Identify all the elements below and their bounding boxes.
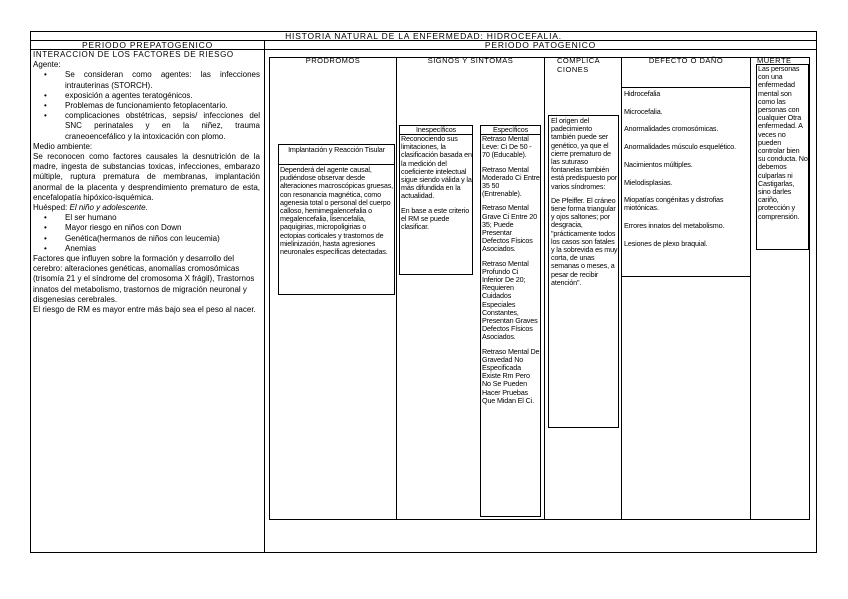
complicaciones-content	[551, 117, 618, 293]
inner-vline-1	[396, 57, 397, 520]
medio-text: Se reconocen como factores causales la desnutrición de la madre, ingesta de substancias toxicas, infecciones, embarazo múltiple, ruptura prematura de membranas, implantación anormal de la placenta y desprendimiento prematuro de esta, encefalopatía hipóxico-isquémica.	[33, 152, 260, 202]
defecto-item: Nacimientos múltiples.	[624, 159, 693, 169]
border-bottom	[30, 552, 817, 553]
especificos-item: Retraso Mental De Gravedad No Especificada Existe Rm Pero No Se Pueden Hacer Pruebas Que Midan El Ci.	[482, 346, 540, 405]
signos-header: SIGNOS Y SINTOMAS	[427, 56, 514, 65]
prodromos-box-title: Implantación y Reacción Tisular	[288, 145, 385, 154]
defecto-header: DEFECTO O DAÑO	[648, 56, 724, 65]
defecto-list	[624, 90, 749, 258]
defecto-item: Microcefalia.	[624, 106, 663, 116]
defecto-item: Miopatías congénitas y distrofias miotónicas.	[624, 195, 724, 213]
agente-item: • exposición a agentes teratogénicos.	[65, 91, 260, 101]
inespecificos-content	[401, 135, 472, 237]
muerte-header: MUERTE	[757, 56, 792, 65]
agente-label: Agente:	[33, 60, 61, 70]
complicaciones-text-1: El origen del padecimiento también puede ser genético, ya que el cierre prematuro de las suturaso fontanelas también está predispuesto por varios síndromes:	[551, 116, 617, 191]
defecto-item: Anormalidades cromosómicas.	[624, 124, 719, 134]
huesped-label: Huésped:	[33, 203, 68, 213]
huesped-list	[33, 213, 260, 254]
huesped-item: • Anemias	[65, 244, 260, 254]
inner-grid-left	[269, 57, 270, 520]
especificos-item: Retraso Mental Grave Ci Entre 20 35; Puede Presentar Defectos Físicos Asociados.	[482, 203, 537, 254]
huesped-item: • Genética(hermanos de niños con leucemia)	[65, 234, 260, 244]
riesgo-text: El riesgo de RM es mayor entre más bajo sea el peso al nacer.	[33, 305, 256, 315]
period-divider	[264, 40, 265, 553]
inespecificos-header: Inespecíficos	[416, 125, 456, 134]
agente-item: • Problemas de funcionamiento fetoplacentario.	[65, 101, 260, 111]
huesped-line	[33, 203, 260, 213]
huesped-item: • Mayor riesgo en niños con Down	[65, 223, 260, 233]
defecto-item: Anormalidades músculo esquelético.	[624, 142, 736, 152]
defecto-item: Mielodisplasias.	[624, 177, 673, 187]
agente-item: • complicaciones obstétricas, sepsis/ infecciones del SNC perinatales y en la niñez, trauma craneoencefálico y la intoxicación con plomo.	[65, 111, 260, 142]
prodromos-header: PRODROMOS	[305, 56, 361, 65]
inner-grid-bottom	[269, 519, 810, 520]
inner-grid-right	[809, 57, 810, 520]
complicaciones-text-2: De Pfeiffer. El cráneo tiene forma triangular y ojos saltones; por desgracia, "prácticamente todos los casos son fatales y la sobrevida es muy corta, de unas semanas o meses, a pesar de recibir atención".	[551, 195, 618, 287]
prepatogenico-content	[33, 50, 260, 315]
complicaciones-header: COMPLICACIONES	[557, 56, 601, 74]
prepatogenico-heading: PERIODO PREPATOGENICO	[81, 40, 214, 50]
especificos-item: Retraso Mental Profundo Ci Inferior De 20; Requieren Cuidados Especiales Constantes, Presentan Graves Defectos Físicos Asociados.	[482, 258, 538, 342]
medio-label: Medio ambiente:	[33, 141, 93, 151]
patogenico-heading: PERIODO PATOGENICO	[484, 40, 597, 50]
border-left	[30, 31, 31, 553]
agente-item: • Se consideran como agentes: las infecciones intrauterinas (STORCH).	[65, 70, 260, 90]
defecto-item: Errores innatos del metabolismo.	[624, 221, 725, 231]
factores-text: Factores que influyen sobre la formación y desarrollo del cerebro: alteraciones genéticas, anomalías cromosómicas (trisomía 21 y el síndrome del cromosoma X frágil), Trastornos innatos del metabolismo, trastornos de migración neuronal y disgenesias cerebrales.	[33, 254, 255, 304]
inespecificos-text-1: Reconociendo sus limitaciones, la clasificación basada en la medición del coeficiente intelectual sigue siendo válida y la más difundida en la actualidad.	[401, 134, 472, 201]
prodromos-box-text: Dependerá del agente causal, pudiéndose observar desde alteraciones macroscópicas gruesas, con resonancia magnética, como agenesia total o personal del cuerpo calloso, hemimegalencefalia o megalencefalia, lisencefalia, paquigirias, micropoligirias o ectopias corticales y trastornos de mielinización, hasta agresiones neuronales específicas detectadas.	[280, 165, 394, 257]
especificos-item: Retraso Mental Leve: Ci De 50 - 70 (Educable).	[482, 134, 532, 160]
inespecificos-text-2: En base a este criterio el RM se puede clasificar.	[401, 205, 470, 232]
defecto-item: Hidrocefalia	[624, 89, 661, 98]
agente-list	[33, 70, 260, 141]
huesped-value: El niño y adolescente.	[69, 203, 148, 213]
muerte-text: Las personas con una enfermedad mental son como las personas con cualquier Otra enfermedad. A veces no pueden controlar bien su conducta. No debemos culparlas ni Castigarlas, sino darles cariño, protección y comprensión.	[758, 64, 808, 221]
especificos-content	[482, 135, 540, 411]
huesped-item: • El ser humano	[65, 213, 260, 223]
page-title: HISTORIA NATURAL DE LA ENFERMEDAD: HIDROCEFALIA.	[285, 31, 562, 41]
interaccion-title: INTERACCION DE LOS FACTORES DE RIESGO	[33, 50, 234, 59]
border-right	[816, 31, 817, 553]
defecto-item: Lesiones de plexo braquial.	[624, 238, 708, 248]
especificos-item: Retraso Mental Moderado Ci Entre 35 50 (Entrenable).	[482, 164, 540, 199]
especificos-header: Específicos	[492, 125, 529, 134]
inner-vline-2	[544, 57, 545, 520]
